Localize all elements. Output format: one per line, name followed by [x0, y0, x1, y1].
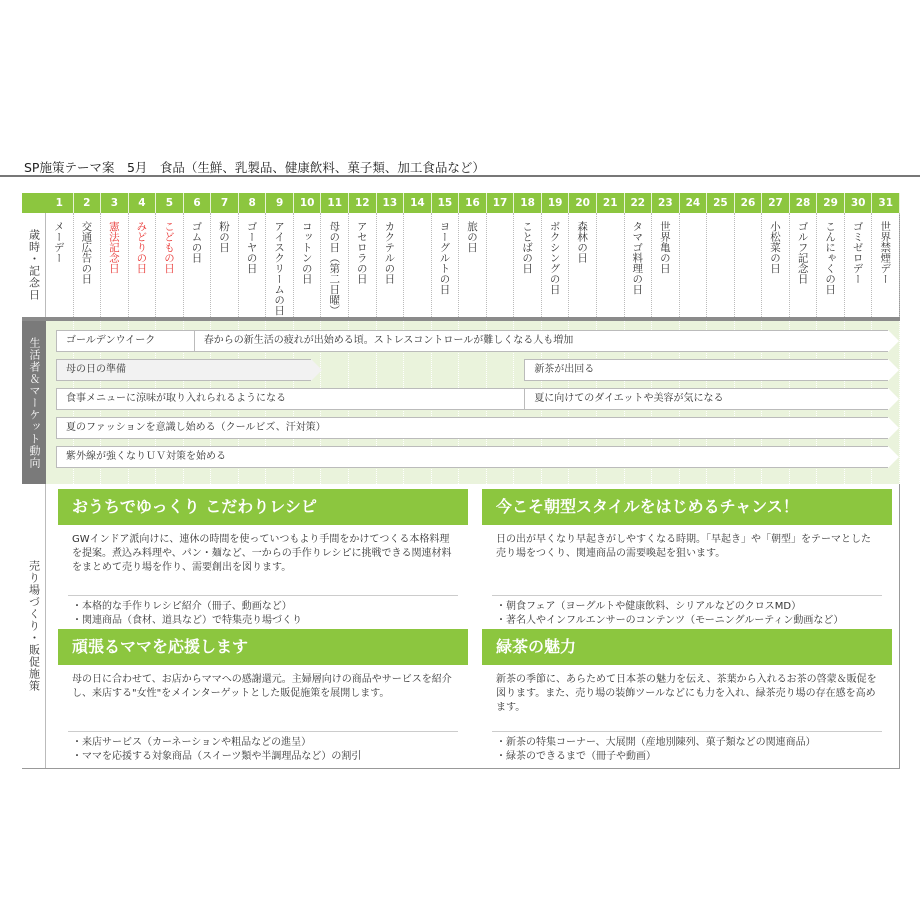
day-column [184, 213, 212, 317]
day-header-cell: 14 [404, 193, 432, 213]
day-column [625, 213, 653, 317]
day-column [872, 213, 900, 317]
day-column [845, 213, 873, 317]
day-column [680, 213, 708, 317]
day-header-cell: 8 [239, 193, 267, 213]
commemoration-label: メーデー [52, 221, 65, 263]
card-bullet: ・関連商品（食材、道具など）で特集売り場づくり [72, 615, 302, 626]
title-divider [0, 175, 920, 177]
day-column [156, 213, 184, 317]
commemoration-label: 母の日（第二日曜） [328, 221, 341, 316]
day-header-cell: 27 [762, 193, 790, 213]
day-column [432, 213, 460, 317]
day-header-cell: 1 [46, 193, 74, 213]
trend-bar: 夏に向けてのダイエットや美容が気になる [524, 388, 888, 410]
day-column [459, 213, 487, 317]
day-header-cell: 10 [294, 193, 322, 213]
day-header-cell: 28 [790, 193, 818, 213]
card-description: 新茶の季節に、あらためて日本茶の魅力を伝え、茶葉から入れるお茶の啓蒙＆販促を図ります。また、売り場の装飾ツールなどにも力を入れ、緑茶売り場の存在感を高めます。 [496, 674, 877, 713]
day-header-cell: 9 [266, 193, 294, 213]
section-label-trends [22, 321, 46, 484]
day-column [707, 213, 735, 317]
commemoration-label: みどりの日 [135, 221, 148, 274]
commemoration-label: 憲法記念日 [107, 221, 120, 274]
day-column [652, 213, 680, 317]
trend-bar: 春からの新生活の疲れが出始める頃。ストレスコントロールが難しくなる人も増加 [194, 330, 888, 352]
day-header-cell: 20 [569, 193, 597, 213]
commemoration-label: こんにゃくの日 [824, 221, 837, 295]
commemoration-label: 世界禁煙デー [879, 221, 892, 284]
commemoration-label: アセロラの日 [355, 221, 368, 284]
day-column [74, 213, 102, 317]
commemoration-label: 旅の日 [465, 221, 478, 253]
page-title: SP施策テーマ案 5月 食品（生鮮、乳製品、健康飲料、菓子類、加工食品など） [24, 160, 485, 175]
day-header-cell: 29 [817, 193, 845, 213]
header-corner [22, 193, 46, 213]
trend-bar: 母の日の準備 [56, 359, 311, 381]
day-header-cell: 31 [872, 193, 900, 213]
commemoration-label: カクテルの日 [383, 221, 396, 284]
commemoration-label: ゴムの日 [190, 221, 203, 263]
card-support-mama [58, 629, 468, 764]
day-column [542, 213, 570, 317]
day-column [321, 213, 349, 317]
commemoration-label: タマゴ料理の日 [631, 221, 644, 295]
card-title: 緑茶の魅力 [482, 629, 892, 665]
day-column [790, 213, 818, 317]
day-header-cell: 5 [156, 193, 184, 213]
day-header-cell: 15 [432, 193, 460, 213]
commemoration-label: こどもの日 [162, 221, 175, 274]
day-column [817, 213, 845, 317]
commemoration-label: ことばの日 [521, 221, 534, 274]
commemoration-label: 交通広告の日 [80, 221, 93, 284]
day-header-cell: 16 [459, 193, 487, 213]
day-header-cell: 2 [74, 193, 102, 213]
day-column [46, 213, 74, 317]
day-column [597, 213, 625, 317]
day-header-cell: 4 [129, 193, 157, 213]
trend-bar: 食事メニューに涼味が取り入れられるようになる [56, 388, 532, 410]
commemoration-label: アイスクリームの日 [273, 221, 286, 316]
day-header-cell: 11 [321, 193, 349, 213]
commemoration-label: ゴルフ記念日 [796, 221, 809, 284]
day-header-cell: 22 [625, 193, 653, 213]
card-title: おうちでゆっくり こだわりレシピ [58, 489, 468, 525]
day-column [762, 213, 790, 317]
day-header-cell: 30 [845, 193, 873, 213]
day-column [569, 213, 597, 317]
trend-bar: 新茶が出回る [524, 359, 888, 381]
trend-bar: 紫外線が強くなりＵＶ対策を始める [56, 446, 888, 468]
day-column [487, 213, 515, 317]
day-header-cell: 25 [707, 193, 735, 213]
trend-bar: 夏のファッションを意識し始める（クールビズ、汗対策） [56, 417, 888, 439]
day-header-cell: 17 [487, 193, 515, 213]
trend-bar: ゴールデンウイーク [56, 330, 201, 352]
commemoration-label: 世界亀の日 [658, 221, 671, 274]
day-column [377, 213, 405, 317]
card-title: 頑張るママを応援します [58, 629, 468, 665]
card-green-tea [482, 629, 892, 764]
commemoration-label: コットンの日 [300, 221, 313, 284]
day-header-cell: 24 [680, 193, 708, 213]
day-header-cell: 6 [184, 193, 212, 213]
card-bullet: ・新茶の特集コーナー、大展開（産地別陳列、菓子類などの関連商品） [496, 737, 816, 748]
day-column [101, 213, 129, 317]
day-header-cell: 3 [101, 193, 129, 213]
card-bullet: ・緑茶のできるまで（冊子や動画） [496, 751, 656, 762]
card-bullet: ・ママを応援する対象商品（スイーツ類や半調理品など）の割引 [72, 751, 362, 762]
commemoration-label: ゴーヤの日 [245, 221, 258, 274]
day-header-cell: 26 [735, 193, 763, 213]
day-header-cell: 13 [377, 193, 405, 213]
day-header-cell: 12 [349, 193, 377, 213]
card-bullet: ・朝食フェア（ヨーグルトや健康飲料、シリアルなどのクロスMD） [496, 601, 802, 612]
day-column [349, 213, 377, 317]
day-column [294, 213, 322, 317]
commemoration-label: ヨーグルトの日 [438, 221, 451, 295]
day-column [404, 213, 432, 317]
commemoration-label: ボクシングの日 [548, 221, 561, 295]
section-label-text: 生活者＆マーケット動向 [28, 336, 41, 469]
day-header-cell: 18 [514, 193, 542, 213]
commemoration-label: 小松菜の日 [769, 221, 782, 274]
card-bullet: ・本格的な手作りレシピ紹介（冊子、動画など） [72, 601, 292, 612]
card-morning-style [482, 489, 892, 628]
day-column [735, 213, 763, 317]
card-home-recipe [58, 489, 468, 628]
section-label-text: 歳時・記念日 [27, 229, 41, 301]
card-bullet: ・来店サービス（カーネーションや粗品などの進呈） [72, 737, 312, 748]
card-bullet: ・著名人やインフルエンサーのコンテンツ（モーニングルーティン動画など） [496, 615, 844, 626]
day-column [211, 213, 239, 317]
card-description: GWインドア派向けに、連休の時間を使っていつもより手間をかけてつくる本格料理を提案。煮込み料理や、パン・麺など、一からの手作りレシピに挑戦できる関連材料をまとめて売り場を作り、需要創出を図ります。 [72, 534, 452, 573]
day-header-cell: 21 [597, 193, 625, 213]
section-label-text: 売り場づくり・販促施策 [27, 560, 41, 692]
day-header-cell: 19 [542, 193, 570, 213]
day-column [514, 213, 542, 317]
day-column [266, 213, 294, 317]
day-column [239, 213, 267, 317]
card-title: 今こそ朝型スタイルをはじめるチャンス！ [482, 489, 892, 525]
card-description: 日の出が早くなり早起きがしやすくなる時期。「早起き」や「朝型」をテーマとした売り場をつくり、関連商品の需要喚起を狙います。 [496, 534, 871, 559]
commemoration-label: 森林の日 [576, 221, 589, 263]
commemoration-label: ゴミゼロデー [851, 221, 864, 284]
section-label-sales [22, 484, 46, 768]
card-description: 母の日に合わせて、お店からママへの感謝還元。主婦層向けの商品やサービスを紹介し、来店する"女性"をメインターゲットとした販促施策を展開します。 [72, 674, 452, 699]
day-column [129, 213, 157, 317]
day-header-cell: 7 [211, 193, 239, 213]
section-label-calendar [22, 213, 46, 317]
commemoration-label: 粉の日 [218, 221, 231, 253]
day-header-cell: 23 [652, 193, 680, 213]
